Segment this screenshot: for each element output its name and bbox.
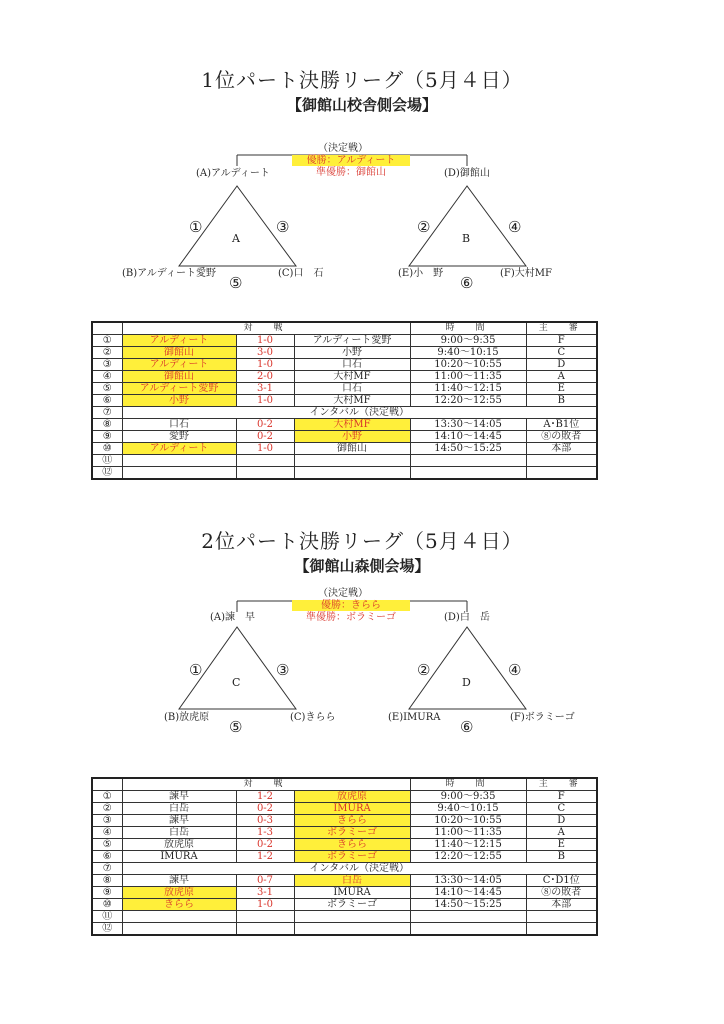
score-cell: 3-1: [236, 887, 294, 899]
table-row: [92, 803, 597, 815]
referee-cell: C: [526, 803, 597, 815]
home-team-cell: アルディート: [122, 335, 236, 347]
score-cell: 1-3: [236, 827, 294, 839]
score-cell: 3-0: [236, 347, 294, 359]
match-number-cell: ⑦: [92, 863, 122, 875]
referee-cell: E: [526, 383, 597, 395]
match-number-cell: ②: [92, 347, 122, 359]
score-cell: 1-0: [236, 899, 294, 911]
home-team-cell: 諫早: [122, 815, 236, 827]
group-d-match-right: ④: [508, 661, 522, 679]
table-row: [92, 887, 597, 899]
home-team-cell: アルディート愛野: [122, 383, 236, 395]
table-row: [92, 899, 597, 911]
group-a-letter: A: [232, 232, 240, 245]
group-c-match-left: ①: [189, 661, 203, 679]
home-team-cell: 諫早: [122, 875, 236, 887]
score-cell: [236, 923, 294, 936]
group-c-letter: C: [232, 676, 241, 689]
referee-cell: E: [526, 839, 597, 851]
match-number-cell: ⑧: [92, 419, 122, 431]
away-team-cell: ボラミーゴ: [294, 851, 410, 863]
table-row: [92, 851, 597, 863]
table-row: [92, 839, 597, 851]
time-cell: 11:00〜11:35: [410, 371, 526, 383]
score-cell: 2-0: [236, 371, 294, 383]
match-number-cell: ⑦: [92, 407, 122, 419]
home-team-cell: 御館山: [122, 347, 236, 359]
referee-cell: ⑧の敗者: [526, 431, 597, 443]
table-row: [92, 911, 597, 923]
referee-cell: D: [526, 359, 597, 371]
group-a-match-right: ③: [276, 218, 290, 236]
home-team-cell: アルディート: [122, 359, 236, 371]
referee-cell: B: [526, 395, 597, 407]
section-2-schedule-table: [91, 777, 598, 936]
score-cell: 0-3: [236, 815, 294, 827]
referee-cell: F: [526, 791, 597, 803]
section-1-final-label: （決定戦）: [318, 143, 368, 154]
home-team-cell: 諫早: [122, 791, 236, 803]
table-row: [92, 863, 597, 875]
group-c-right-team: (C)きらら: [290, 712, 336, 723]
referee-cell: C･D1位: [526, 875, 597, 887]
away-team-cell: ボラミーゴ: [294, 827, 410, 839]
match-number-cell: ⑥: [92, 395, 122, 407]
time-cell: 10:20〜10:55: [410, 359, 526, 371]
referee-cell: F: [526, 335, 597, 347]
group-b-letter: B: [462, 232, 471, 245]
match-number-cell: ④: [92, 827, 122, 839]
group-d-match-left: ②: [417, 661, 431, 679]
referee-cell: D: [526, 815, 597, 827]
group-d-right-team: (F)ボラミーゴ: [510, 712, 575, 723]
score-cell: 0-2: [236, 839, 294, 851]
time-cell: 9:00〜9:35: [410, 791, 526, 803]
table-row: [92, 875, 597, 887]
home-team-cell: きらら: [122, 899, 236, 911]
time-cell: 14:10〜14:45: [410, 887, 526, 899]
time-cell: 11:40〜12:15: [410, 839, 526, 851]
score-cell: 1-0: [236, 395, 294, 407]
away-team-cell: 口石: [294, 383, 410, 395]
match-number-cell: ②: [92, 803, 122, 815]
section-2-runner-up: 準優勝：ボラミーゴ: [306, 612, 396, 623]
header-time-cell: 時 間: [410, 322, 526, 335]
section-2-venue: 【御館山森側会場】: [294, 557, 430, 575]
home-team-cell: 放虎原: [122, 887, 236, 899]
match-number-cell: ③: [92, 815, 122, 827]
away-team-cell: 小野: [294, 347, 410, 359]
group-b-match-right: ④: [508, 218, 522, 236]
table-header-row: [92, 778, 597, 791]
referee-cell: 本部: [526, 443, 597, 455]
match-number-cell: ⑩: [92, 899, 122, 911]
section-2-title: 2位パート決勝リーグ（5月４日）: [201, 529, 523, 553]
time-cell: [410, 911, 526, 923]
group-a-match-left: ①: [189, 218, 203, 236]
group-a-right-team: (C)口 石: [278, 268, 324, 279]
match-number-cell: ⑩: [92, 443, 122, 455]
time-cell: 13:30〜14:05: [410, 875, 526, 887]
score-cell: 0-7: [236, 875, 294, 887]
away-team-cell: 大村MF: [294, 419, 410, 431]
group-d-top-team: (D)白 岳: [444, 612, 490, 623]
group-b-left-team: (E)小 野: [398, 268, 444, 279]
table-row: [92, 923, 597, 936]
home-team-cell: 白岳: [122, 827, 236, 839]
time-cell: 11:00〜11:35: [410, 827, 526, 839]
section-1-runner-up: 準優勝：御館山: [316, 167, 386, 178]
group-b-match-bottom: ⑥: [460, 274, 474, 292]
match-number-cell: ①: [92, 791, 122, 803]
time-cell: 10:20〜10:55: [410, 815, 526, 827]
away-team-cell: きらら: [294, 815, 410, 827]
header-ref-cell: 主 審: [526, 778, 597, 791]
group-a-match-bottom: ⑤: [229, 274, 243, 292]
match-number-cell: ⑪: [92, 911, 122, 923]
away-team-cell: 小野: [294, 431, 410, 443]
score-cell: 3-1: [236, 383, 294, 395]
home-team-cell: 白岳: [122, 803, 236, 815]
score-cell: 1-0: [236, 359, 294, 371]
away-team-cell: きらら: [294, 839, 410, 851]
match-number-cell: ①: [92, 335, 122, 347]
match-number-cell: ⑪: [92, 455, 122, 467]
home-team-cell: アルディート: [122, 443, 236, 455]
match-number-cell: ⑨: [92, 431, 122, 443]
referee-cell: ⑧の敗者: [526, 887, 597, 899]
header-ref-cell: 主 審: [526, 322, 597, 335]
referee-cell: A: [526, 371, 597, 383]
group-c-match-right: ③: [276, 661, 290, 679]
table-row: [92, 827, 597, 839]
referee-cell: A: [526, 827, 597, 839]
away-team-cell: アルディート愛野: [294, 335, 410, 347]
group-d-letter: D: [462, 676, 471, 689]
group-d-match-bottom: ⑥: [460, 718, 474, 736]
home-team-cell: 愛野: [122, 431, 236, 443]
score-cell: 0-2: [236, 431, 294, 443]
away-team-cell: 白岳: [294, 875, 410, 887]
time-cell: 13:30〜14:05: [410, 419, 526, 431]
score-cell: 0-2: [236, 419, 294, 431]
match-number-cell: ⑥: [92, 851, 122, 863]
time-cell: 12:20〜12:55: [410, 395, 526, 407]
score-cell: 1-0: [236, 443, 294, 455]
home-team-cell: [122, 923, 236, 936]
away-team-cell: [294, 923, 410, 936]
time-cell: 9:40〜10:15: [410, 803, 526, 815]
interval-cell: インタバル（決定戦）: [122, 863, 597, 875]
section-2-winner: 優勝：きらら: [292, 600, 410, 611]
time-cell: 9:00〜9:35: [410, 335, 526, 347]
header-time-cell: 時 間: [410, 778, 526, 791]
away-team-cell: [294, 911, 410, 923]
score-cell: 1-0: [236, 335, 294, 347]
time-cell: 14:50〜15:25: [410, 899, 526, 911]
header-no-cell: [92, 778, 122, 791]
match-number-cell: ⑧: [92, 875, 122, 887]
referee-cell: B: [526, 851, 597, 863]
home-team-cell: IMURA: [122, 851, 236, 863]
home-team-cell: [122, 911, 236, 923]
score-cell: [236, 911, 294, 923]
away-team-cell: 放虎原: [294, 791, 410, 803]
match-number-cell: ⑤: [92, 839, 122, 851]
match-number-cell: ③: [92, 359, 122, 371]
referee-cell: [526, 911, 597, 923]
score-cell: 0-2: [236, 803, 294, 815]
time-cell: 14:10〜14:45: [410, 431, 526, 443]
score-cell: 1-2: [236, 791, 294, 803]
header-match-cell: 対 戦: [122, 322, 410, 335]
score-cell: 1-2: [236, 851, 294, 863]
referee-cell: 本部: [526, 899, 597, 911]
section-1-winner: 優勝：アルディート: [292, 155, 410, 166]
group-a-left-team: (B)アルディート愛野: [122, 268, 216, 279]
home-team-cell: 放虎原: [122, 839, 236, 851]
table-row: [92, 791, 597, 803]
away-team-cell: 口石: [294, 359, 410, 371]
time-cell: [410, 923, 526, 936]
away-team-cell: ボラミーゴ: [294, 899, 410, 911]
group-b-right-team: (F)大村MF: [500, 268, 552, 279]
referee-cell: [526, 923, 597, 936]
section-1-venue: 【御館山校舎側会場】: [286, 96, 437, 114]
table-row: [92, 815, 597, 827]
group-b-match-left: ②: [417, 218, 431, 236]
header-match-cell: 対 戦: [122, 778, 410, 791]
away-team-cell: IMURA: [294, 887, 410, 899]
match-number-cell: ⑫: [92, 923, 122, 936]
away-team-cell: IMURA: [294, 803, 410, 815]
time-cell: 11:40〜12:15: [410, 383, 526, 395]
time-cell: 14:50〜15:25: [410, 443, 526, 455]
group-c-left-team: (B)放虎原: [164, 712, 210, 723]
section-2-final-label: （決定戦）: [318, 588, 368, 599]
referee-cell: A･B1位: [526, 419, 597, 431]
section-1-title: 1位パート決勝リーグ（5月４日）: [201, 68, 523, 92]
home-team-cell: 口石: [122, 419, 236, 431]
time-cell: 9:40〜10:15: [410, 347, 526, 359]
group-d-left-team: (E)IMURA: [388, 712, 441, 723]
group-b-top-team: (D)御館山: [444, 168, 490, 179]
home-team-cell: 御館山: [122, 371, 236, 383]
away-team-cell: 大村MF: [294, 395, 410, 407]
referee-cell: C: [526, 347, 597, 359]
group-c-top-team: (A)諫 早: [210, 612, 256, 623]
match-number-cell: ⑨: [92, 887, 122, 899]
group-a-top-team: (A)アルディート: [196, 168, 270, 179]
home-team-cell: 小野: [122, 395, 236, 407]
away-team-cell: 御館山: [294, 443, 410, 455]
time-cell: 12:20〜12:55: [410, 851, 526, 863]
match-number-cell: ⑫: [92, 467, 122, 480]
group-c-match-bottom: ⑤: [229, 718, 243, 736]
match-number-cell: ⑤: [92, 383, 122, 395]
match-number-cell: ④: [92, 371, 122, 383]
interval-cell: インタバル（決定戦）: [122, 407, 597, 419]
away-team-cell: 大村MF: [294, 371, 410, 383]
